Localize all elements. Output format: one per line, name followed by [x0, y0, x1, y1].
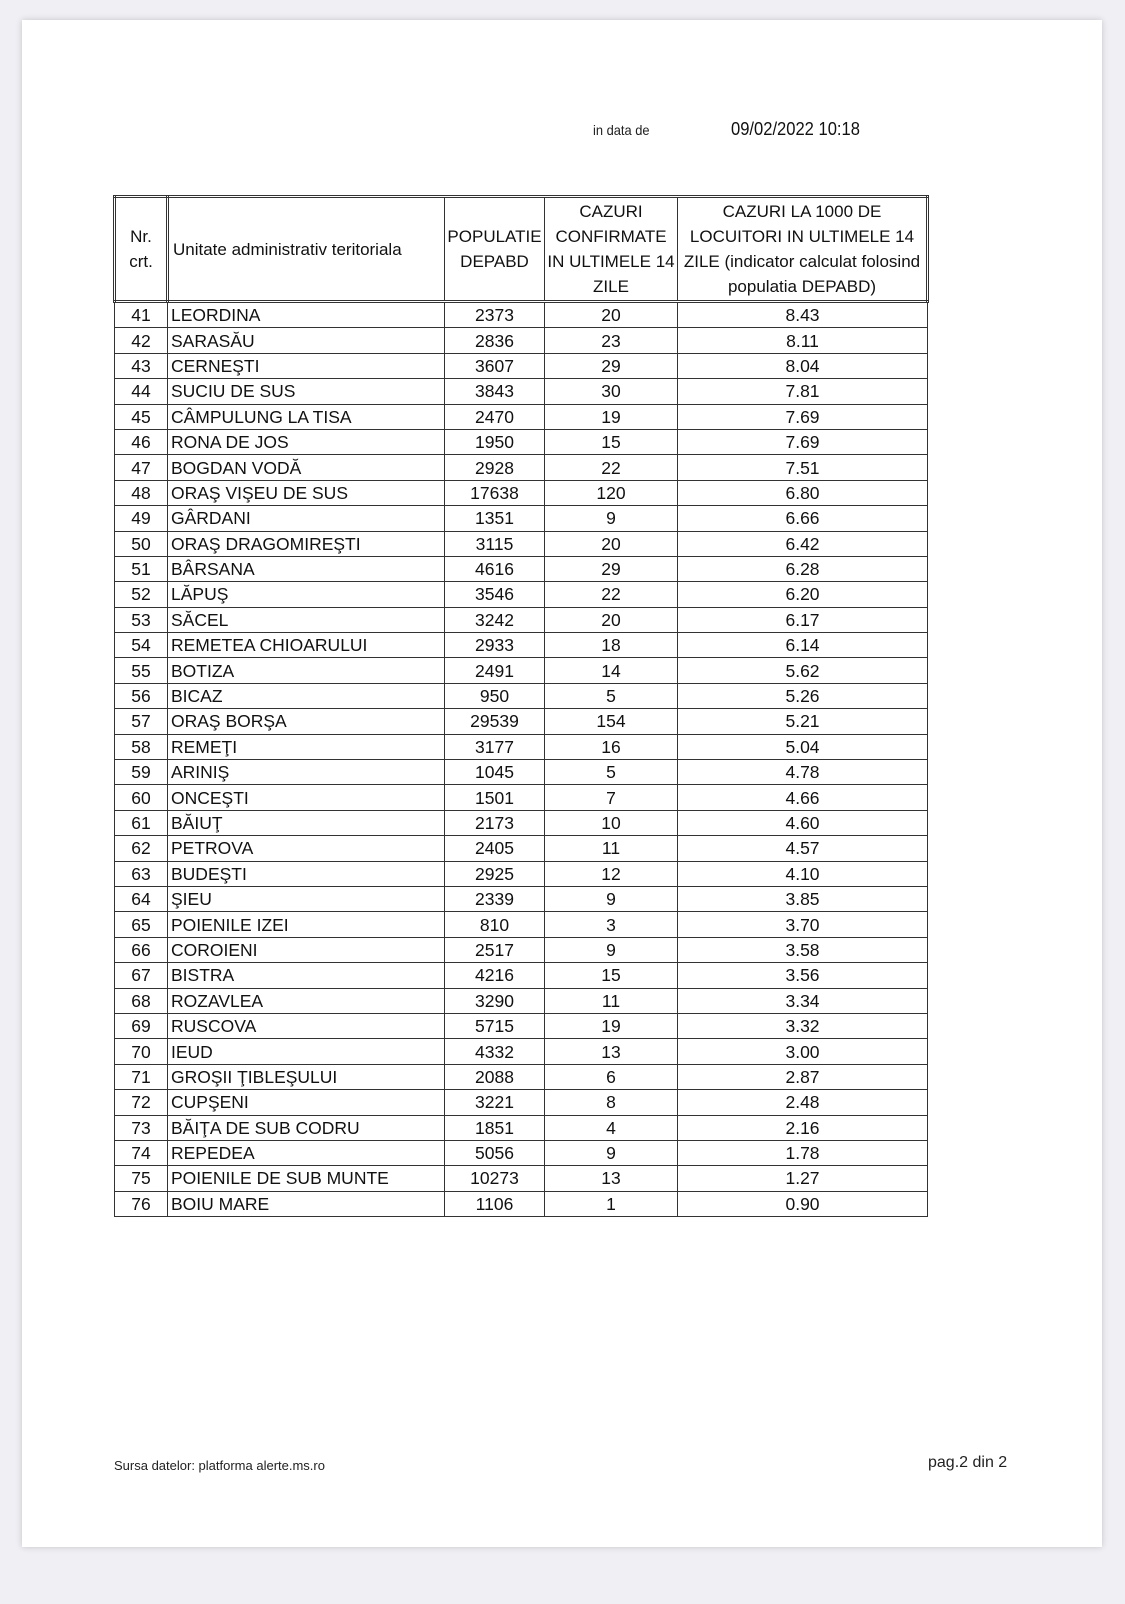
table-row: [115, 683, 928, 708]
table-header-row: [115, 197, 928, 302]
cell-unit-name: CÂMPULUNG LA TISA: [168, 404, 445, 429]
cell-rate: 5.62: [678, 658, 928, 683]
cell-nr: 62: [115, 836, 168, 861]
cell-rate: 6.28: [678, 556, 928, 581]
table-row: [115, 1090, 928, 1115]
cell-nr: 51: [115, 556, 168, 581]
data-source-note: Sursa datelor: platforma alerte.ms.ro: [114, 1458, 325, 1473]
cell-unit-name: SUCIU DE SUS: [168, 379, 445, 404]
cell-population: 3177: [445, 734, 545, 759]
cell-nr: 52: [115, 582, 168, 607]
cell-unit-name: SĂCEL: [168, 607, 445, 632]
column-header-rate: CAZURI LA 1000 DE LOCUITORI IN ULTIMELE 14 ZILE (indicator calculat folosind populatia DEPABD): [678, 197, 928, 302]
table-row: [115, 379, 928, 404]
table-row: [115, 1013, 928, 1038]
table-row: [115, 404, 928, 429]
cell-population: 1106: [445, 1191, 545, 1216]
cell-population: 4616: [445, 556, 545, 581]
cell-population: 5056: [445, 1140, 545, 1165]
column-header-nr: Nr. crt.: [115, 197, 168, 302]
cell-rate: 4.60: [678, 810, 928, 835]
table-row: [115, 963, 928, 988]
table-row: [115, 353, 928, 378]
table-row: [115, 1191, 928, 1216]
cell-unit-name: REPEDEA: [168, 1140, 445, 1165]
cell-cases: 19: [545, 1013, 678, 1038]
cell-unit-name: RONA DE JOS: [168, 429, 445, 454]
cell-nr: 59: [115, 760, 168, 785]
table-row: [115, 709, 928, 734]
cell-population: 2925: [445, 861, 545, 886]
cell-unit-name: ŞIEU: [168, 886, 445, 911]
table-row: [115, 531, 928, 556]
cell-population: 3221: [445, 1090, 545, 1115]
cell-rate: 3.85: [678, 886, 928, 911]
cell-nr: 61: [115, 810, 168, 835]
cell-rate: 1.27: [678, 1166, 928, 1191]
page-number: pag.2 din 2: [928, 1454, 1008, 1471]
cell-nr: 43: [115, 353, 168, 378]
column-header-unit: Unitate administrativ teritoriala: [168, 197, 445, 302]
cell-population: 2088: [445, 1064, 545, 1089]
cell-unit-name: REMEŢI: [168, 734, 445, 759]
cell-population: 3843: [445, 379, 545, 404]
cell-unit-name: LĂPUŞ: [168, 582, 445, 607]
table-row: [115, 658, 928, 683]
cell-nr: 56: [115, 683, 168, 708]
cell-cases: 23: [545, 328, 678, 353]
table-row: [115, 582, 928, 607]
table-row: [115, 455, 928, 480]
cell-nr: 58: [115, 734, 168, 759]
cell-unit-name: CUPŞENI: [168, 1090, 445, 1115]
cell-nr: 66: [115, 937, 168, 962]
cell-cases: 20: [545, 531, 678, 556]
cell-cases: 12: [545, 861, 678, 886]
cell-unit-name: LEORDINA: [168, 302, 445, 328]
cell-rate: 2.87: [678, 1064, 928, 1089]
cell-rate: 1.78: [678, 1140, 928, 1165]
cell-cases: 4: [545, 1115, 678, 1140]
cell-cases: 19: [545, 404, 678, 429]
cell-cases: 14: [545, 658, 678, 683]
table-row: [115, 556, 928, 581]
table-row: [115, 785, 928, 810]
cell-rate: 3.70: [678, 912, 928, 937]
cell-nr: 53: [115, 607, 168, 632]
table-row: [115, 886, 928, 911]
cell-rate: 2.48: [678, 1090, 928, 1115]
cell-cases: 15: [545, 963, 678, 988]
cell-nr: 60: [115, 785, 168, 810]
cell-cases: 10: [545, 810, 678, 835]
cell-population: 810: [445, 912, 545, 937]
cell-nr: 64: [115, 886, 168, 911]
cell-population: 2928: [445, 455, 545, 480]
cell-cases: 8: [545, 1090, 678, 1115]
cell-population: 3242: [445, 607, 545, 632]
cell-cases: 5: [545, 683, 678, 708]
cell-cases: 120: [545, 480, 678, 505]
column-header-cases: CAZURI CONFIRMATE IN ULTIMELE 14 ZILE: [545, 197, 678, 302]
table-body: [115, 302, 928, 1217]
document-page: [22, 20, 1102, 1547]
cell-population: 10273: [445, 1166, 545, 1191]
cell-rate: 4.10: [678, 861, 928, 886]
cell-nr: 41: [115, 302, 168, 328]
cell-rate: 3.32: [678, 1013, 928, 1038]
cell-rate: 0.90: [678, 1191, 928, 1216]
cell-cases: 7: [545, 785, 678, 810]
table-row: [115, 328, 928, 353]
cell-rate: 3.58: [678, 937, 928, 962]
cell-unit-name: BOTIZA: [168, 658, 445, 683]
cell-nr: 74: [115, 1140, 168, 1165]
cell-cases: 11: [545, 988, 678, 1013]
cell-population: 950: [445, 683, 545, 708]
cell-population: 2405: [445, 836, 545, 861]
cell-cases: 18: [545, 633, 678, 658]
cell-nr: 68: [115, 988, 168, 1013]
cell-nr: 70: [115, 1039, 168, 1064]
cell-cases: 20: [545, 607, 678, 632]
table-row: [115, 302, 928, 328]
cell-population: 2470: [445, 404, 545, 429]
table-row: [115, 429, 928, 454]
cell-unit-name: GÂRDANI: [168, 506, 445, 531]
cell-population: 2836: [445, 328, 545, 353]
cell-cases: 13: [545, 1166, 678, 1191]
cell-rate: 2.16: [678, 1115, 928, 1140]
table-row: [115, 861, 928, 886]
cell-unit-name: CERNEŞTI: [168, 353, 445, 378]
cell-cases: 6: [545, 1064, 678, 1089]
cell-unit-name: IEUD: [168, 1039, 445, 1064]
cell-unit-name: PETROVA: [168, 836, 445, 861]
cell-cases: 20: [545, 302, 678, 328]
cell-nr: 49: [115, 506, 168, 531]
cell-cases: 15: [545, 429, 678, 454]
cell-nr: 69: [115, 1013, 168, 1038]
cell-unit-name: BICAZ: [168, 683, 445, 708]
cell-rate: 7.69: [678, 404, 928, 429]
date-label: in data de: [593, 122, 650, 138]
table-row: [115, 1115, 928, 1140]
table-row: [115, 937, 928, 962]
table-row: [115, 480, 928, 505]
cell-unit-name: BOGDAN VODĂ: [168, 455, 445, 480]
cell-rate: 5.21: [678, 709, 928, 734]
cell-population: 2173: [445, 810, 545, 835]
cell-rate: 7.69: [678, 429, 928, 454]
cell-rate: 6.42: [678, 531, 928, 556]
cell-nr: 48: [115, 480, 168, 505]
cell-cases: 1: [545, 1191, 678, 1216]
cell-population: 29539: [445, 709, 545, 734]
cell-cases: 29: [545, 556, 678, 581]
cell-nr: 42: [115, 328, 168, 353]
cell-unit-name: BUDEŞTI: [168, 861, 445, 886]
cell-cases: 9: [545, 886, 678, 911]
cell-rate: 6.66: [678, 506, 928, 531]
cell-rate: 5.26: [678, 683, 928, 708]
cell-nr: 75: [115, 1166, 168, 1191]
cell-cases: 13: [545, 1039, 678, 1064]
cell-unit-name: ROZAVLEA: [168, 988, 445, 1013]
cell-rate: 8.11: [678, 328, 928, 353]
cell-unit-name: ONCEŞTI: [168, 785, 445, 810]
cell-population: 3546: [445, 582, 545, 607]
cell-population: 3115: [445, 531, 545, 556]
cell-nr: 76: [115, 1191, 168, 1216]
cell-unit-name: COROIENI: [168, 937, 445, 962]
cell-cases: 16: [545, 734, 678, 759]
cell-rate: 6.14: [678, 633, 928, 658]
cell-rate: 4.78: [678, 760, 928, 785]
cell-rate: 4.66: [678, 785, 928, 810]
table-row: [115, 734, 928, 759]
cell-rate: 8.43: [678, 302, 928, 328]
cell-nr: 55: [115, 658, 168, 683]
cell-population: 1950: [445, 429, 545, 454]
cell-cases: 154: [545, 709, 678, 734]
cell-population: 1351: [445, 506, 545, 531]
cell-rate: 3.56: [678, 963, 928, 988]
cell-cases: 9: [545, 937, 678, 962]
cell-unit-name: BISTRA: [168, 963, 445, 988]
cell-unit-name: POIENILE IZEI: [168, 912, 445, 937]
cell-unit-name: ORAŞ BORŞA: [168, 709, 445, 734]
cell-nr: 72: [115, 1090, 168, 1115]
cell-cases: 22: [545, 455, 678, 480]
cell-rate: 3.34: [678, 988, 928, 1013]
cell-rate: 3.00: [678, 1039, 928, 1064]
table-row: [115, 988, 928, 1013]
date-value: 09/02/2022 10:18: [731, 119, 860, 139]
cell-population: 2517: [445, 937, 545, 962]
table-row: [115, 810, 928, 835]
cell-rate: 6.17: [678, 607, 928, 632]
table-row: [115, 1140, 928, 1165]
cell-unit-name: SARASĂU: [168, 328, 445, 353]
cell-unit-name: ARINIŞ: [168, 760, 445, 785]
cell-cases: 30: [545, 379, 678, 404]
cell-population: 2339: [445, 886, 545, 911]
cell-nr: 57: [115, 709, 168, 734]
cell-population: 4332: [445, 1039, 545, 1064]
cell-population: 1851: [445, 1115, 545, 1140]
cell-unit-name: BOIU MARE: [168, 1191, 445, 1216]
table-row: [115, 633, 928, 658]
cell-nr: 54: [115, 633, 168, 658]
cell-population: 17638: [445, 480, 545, 505]
cell-population: 4216: [445, 963, 545, 988]
table-row: [115, 912, 928, 937]
cell-nr: 67: [115, 963, 168, 988]
cell-population: 5715: [445, 1013, 545, 1038]
cell-unit-name: ORAŞ VIŞEU DE SUS: [168, 480, 445, 505]
cell-population: 1045: [445, 760, 545, 785]
cell-rate: 4.57: [678, 836, 928, 861]
cell-population: 3290: [445, 988, 545, 1013]
cell-unit-name: POIENILE DE SUB MUNTE: [168, 1166, 445, 1191]
table-row: [115, 760, 928, 785]
cell-nr: 63: [115, 861, 168, 886]
cell-unit-name: BĂIUŢ: [168, 810, 445, 835]
table-row: [115, 506, 928, 531]
cell-cases: 9: [545, 1140, 678, 1165]
cell-rate: 5.04: [678, 734, 928, 759]
cell-rate: 6.80: [678, 480, 928, 505]
cell-rate: 8.04: [678, 353, 928, 378]
cell-nr: 73: [115, 1115, 168, 1140]
cell-nr: 46: [115, 429, 168, 454]
cell-cases: 9: [545, 506, 678, 531]
cell-rate: 7.81: [678, 379, 928, 404]
cell-nr: 44: [115, 379, 168, 404]
cell-population: 2373: [445, 302, 545, 328]
cell-nr: 65: [115, 912, 168, 937]
cell-rate: 6.20: [678, 582, 928, 607]
cell-population: 2933: [445, 633, 545, 658]
table-row: [115, 1166, 928, 1191]
cell-cases: 5: [545, 760, 678, 785]
cell-unit-name: REMETEA CHIOARULUI: [168, 633, 445, 658]
cell-population: 1501: [445, 785, 545, 810]
cell-cases: 22: [545, 582, 678, 607]
cell-population: 2491: [445, 658, 545, 683]
cases-table: [113, 195, 929, 1217]
table-row: [115, 1039, 928, 1064]
cell-unit-name: BÂRSANA: [168, 556, 445, 581]
cell-unit-name: ORAŞ DRAGOMIREŞTI: [168, 531, 445, 556]
cell-unit-name: RUSCOVA: [168, 1013, 445, 1038]
column-header-population: POPULATIE DEPABD: [445, 197, 545, 302]
cell-rate: 7.51: [678, 455, 928, 480]
cell-unit-name: BĂIŢA DE SUB CODRU: [168, 1115, 445, 1140]
cell-unit-name: GROŞII ŢIBLEŞULUI: [168, 1064, 445, 1089]
cell-cases: 3: [545, 912, 678, 937]
cell-cases: 11: [545, 836, 678, 861]
cell-nr: 47: [115, 455, 168, 480]
cell-nr: 45: [115, 404, 168, 429]
cell-cases: 29: [545, 353, 678, 378]
table-row: [115, 836, 928, 861]
cell-population: 3607: [445, 353, 545, 378]
table-row: [115, 1064, 928, 1089]
table-row: [115, 607, 928, 632]
cell-nr: 71: [115, 1064, 168, 1089]
cell-nr: 50: [115, 531, 168, 556]
